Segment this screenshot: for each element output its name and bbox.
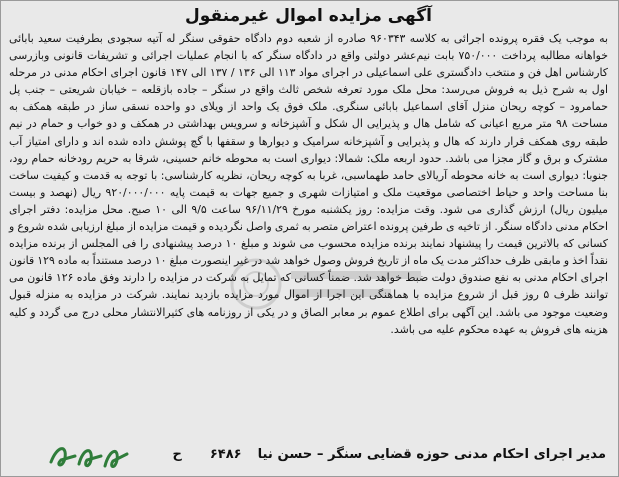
notice-code-letter: ح [172, 446, 182, 462]
notice-title: آگهی مزایده اموال غیرمنقول [185, 6, 432, 26]
signature-line: مدیر اجرای احکام مدنی حوزه قضایی سنگر – حسن نیا [257, 446, 606, 462]
notice-body: به موجب یک فقره پرونده اجرائی به کلاسه ۹۶۰۳۴۳ صادره از شعبه دوم دادگاه حقوقی سنگر له آتیه سجودی بطرفیت سعید بابائی خواهانه مطالبه پرداخت ۷۵۰/۰۰۰ بابت نیم‌عشر دولتی واقع در دادگاه سنگر که با انجام عملیات اجرائی و تشریفات قانونی وبازرسی کارشناس اهل فن و منتخب دادگستری علی اسماعیلی در اجرای مواد ۱۱۳ الی ۱۳۶ / ۱۳۷ الی ۱۴۷ قانون اجرای احکام مدنی در مرحله اول به شرح ذیل به فروش می‌رسد: محل ملک مورد تعرفه شخص ثالث واقع در سنگر – جاده بازقلعه – خیابان شریعتی – جنب پل حمامرود – کوچه ریحان منزل آقای اسماعیل بابائی سنگری. ملک فوق یک واحد از ویلای دو واحده نسقی ساز در طبقه همکف به مساحت ۹۸ متر مربع اعیانی که شامل هال و پذیرایی ال شکل و آشپزخانه و سرویس بهداشتی در همکف و دو خواب و حمام در نیم طبقه روی همکف قرار دارند که هال و پذیرایی و آشپزخانه سرامیک و دیوارها و سقفها با گچ پوشش داده شده اند و دارای امتیاز آب مشترک و برق و گاز مجزا می باشد. حدود اربعه ملک: شمالا: دیواری است به محوطه خانم حسینی، شرقا به حریم رودخانه حمام رود، جنوبا: دیواری است به خانه محوطه آریالای حامد طهماسبی، غربا به کوچه ریحان، نظریه کارشناسی: با توجه به قدمت و کیفیت ساخت بنا مساحت واحد و حیاط اختصاصی موقعیت ملک و امتیازات شهری و جمیع جهات به قیمت پایه ۹۲۰/۰۰۰/۰۰۰ ریال (نهصد و بیست میلیون ریال) ارزش گذاری می شود. وقت مزایده: روز یکشنبه مورخ ۹۶/۱۱/۲۹ ساعت ۹/۵ الی ۱۰ صبح. محل مزایده: دفتر اجرای احکام مدنی دادگاه سنگر. از تاخیه ی طرفین پرونده اعتراض متصر به ثمری واصل نگردیده و قیمت مزایده از مبلغ ارزیابی شده شروع و کسانی که بالاترین قیمت را پیشنهاد نمایند برنده مزایده محسوب می شوند و مبلغ ۱۰ درصد پیشنهادی را فی المجلس از برنده مزایده نقداً اخذ و مابقی ظرف حداکثر مدت یک ماه از تاریخ فروش وصول خواهد شد در غیر اینصورت مبلغ ۱۰ درصد مستنداً به ماده ۱۲۹ قانون اجرای احکام مدنی به نفع صندوق دولت ضبط خواهد شد. ضمناً کسانی که تمایل به شرکت در مزایده را دارند وفق ماده ۱۲۶ قانون می توانند ظرف ۵ روز قبل از شروع مزایده با هماهنگی این اجرا از اموال مورد مزایده بازدید نمایند. شرکت در مزایده به منزله قبول وضعیت موجود می باشد. این آگهی برای اطلاع عموم بر معابر الصاق و در یکی از روزنامه های کثیرالانتشار محلی درج می گردد و کلیه هزینه های فروش به عهده محکوم علیه می باشد. [9, 32, 609, 336]
notice-code-number: ۶۴۸۶ [209, 446, 242, 462]
handwritten-mark [45, 436, 131, 474]
